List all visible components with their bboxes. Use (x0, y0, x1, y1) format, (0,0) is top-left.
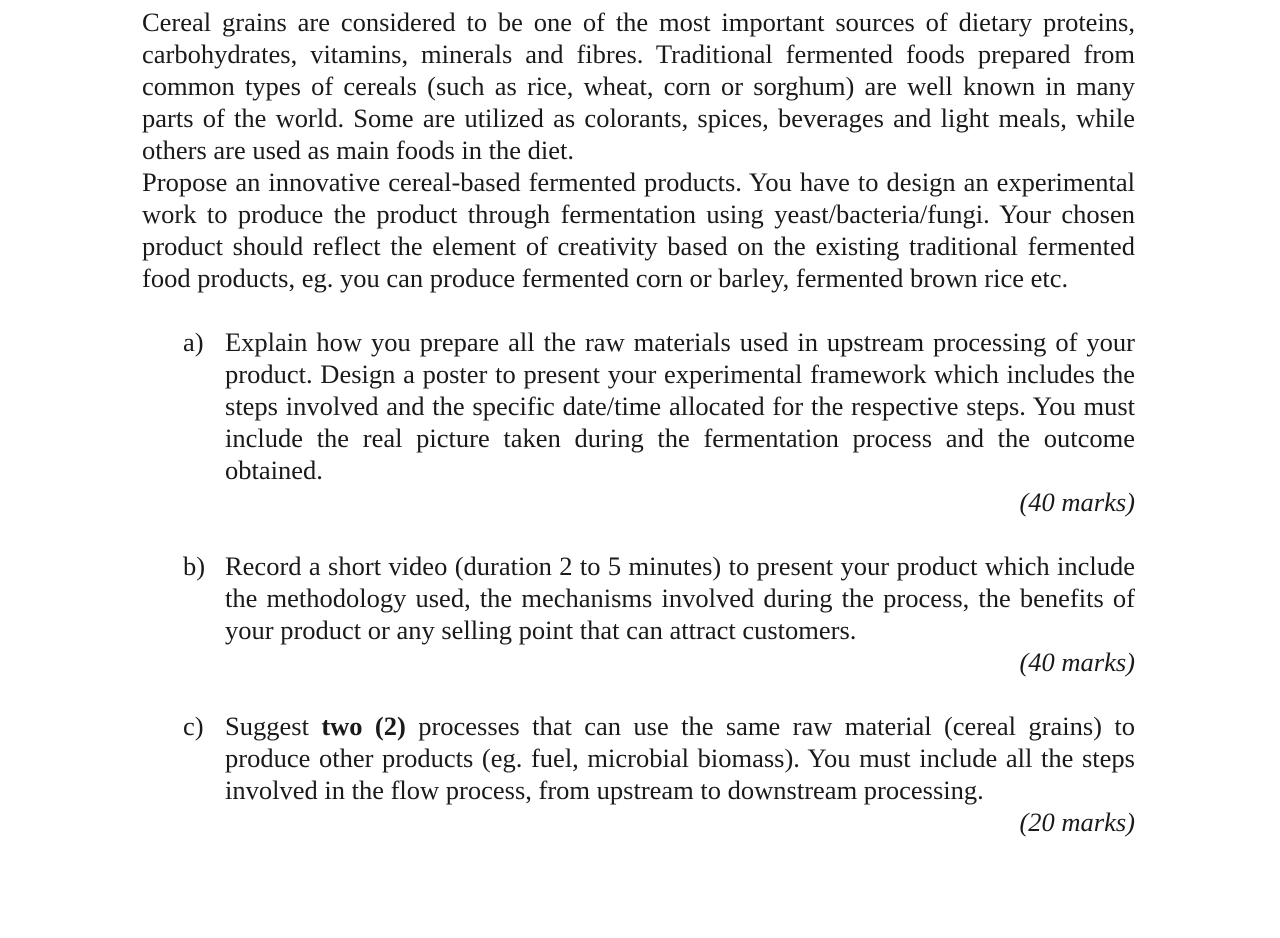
question-c (183, 710, 1135, 838)
question-a (183, 326, 1135, 518)
question-label: a) (183, 327, 204, 357)
question-marks: (40 marks) (1019, 647, 1135, 677)
question-marks: (40 marks) (1019, 487, 1135, 517)
question-label: c) (183, 711, 204, 741)
spacer (142, 678, 1135, 710)
document-page (142, 6, 1135, 838)
question-text: Record a short video (duration 2 to 5 minutes) to present your product which include the methodology used, the mechanisms involved during the process, the benefits of your product or any selling point that can attract customers. (225, 551, 1135, 645)
question-text-bold: two (2) (321, 711, 406, 741)
question-marks: (20 marks) (1019, 807, 1135, 837)
question-text-before: Suggest (225, 711, 322, 741)
question-text-after: processes that can use the same raw material (cereal grains) to produce other products (eg. fuel, microbial biomass). You must include all the steps involved in the flow process, from upstream to downstream processing. (225, 711, 1135, 805)
question-text (225, 710, 1135, 806)
question-label: b) (183, 551, 206, 581)
intro-paragraph-2: Propose an innovative cereal-based fermented products. You have to design an experimental work to produce the product through fermentation using yeast/bacteria/fungi. Your chosen product should reflect the element of creativity based on the existing traditional fermented food products, eg. you can produce fermented corn or barley, fermented brown rice etc. (142, 167, 1135, 293)
spacer (142, 518, 1135, 550)
question-b (183, 550, 1135, 678)
spacer (142, 294, 1135, 326)
intro-paragraph-1: Cereal grains are considered to be one of the most important sources of dietary proteins, carbohydrates, vitamins, minerals and fibres. Traditional fermented foods prepared from common types of cereals (such as rice, wheat, corn or sorghum) are well known in many parts of the world. Some are utilized as colorants, spices, beverages and light meals, while others are used as main foods in the diet. (142, 7, 1135, 165)
question-text: Explain how you prepare all the raw materials used in upstream processing of your product. Design a poster to present your experimental framework which includes the steps involved and the specific date/time allocated for the respective steps. You must include the real picture taken during the fermentation process and the outcome obtained. (225, 327, 1135, 485)
